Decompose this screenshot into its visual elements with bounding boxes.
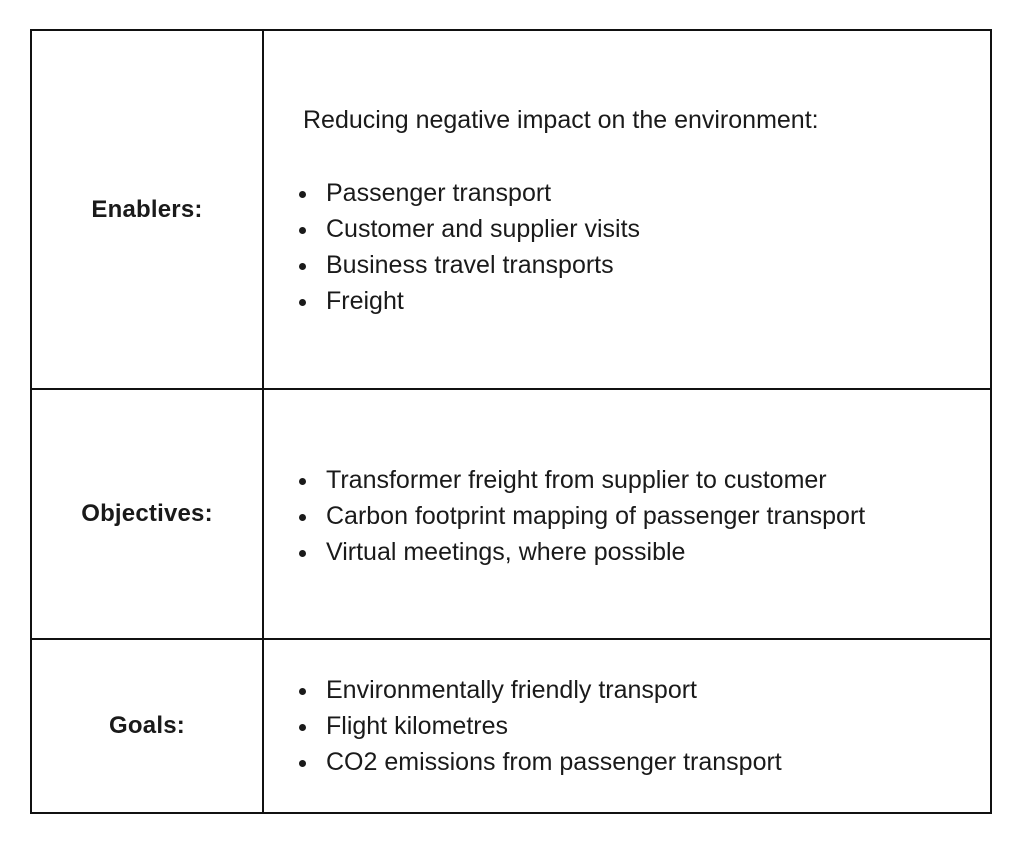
row-content-cell bbox=[264, 390, 990, 638]
goals-table bbox=[30, 29, 992, 814]
table-row-enablers bbox=[32, 31, 990, 390]
row-label-cell bbox=[32, 390, 264, 638]
row-content-cell bbox=[264, 31, 990, 388]
row-content-cell bbox=[264, 640, 990, 812]
list-item: Environmentally friendly transport bbox=[296, 672, 782, 708]
list-item: Business travel transports bbox=[296, 247, 640, 283]
list-item: Transformer freight from supplier to customer bbox=[296, 462, 865, 498]
row-label-enablers: Enablers: bbox=[91, 195, 203, 223]
table-row-goals bbox=[32, 640, 990, 812]
list-item: Virtual meetings, where possible bbox=[296, 534, 865, 570]
row-label-objectives: Objectives: bbox=[81, 500, 213, 527]
goals-list bbox=[296, 672, 782, 780]
row-label-cell bbox=[32, 31, 264, 388]
row-label-cell bbox=[32, 640, 264, 812]
list-item: Flight kilometres bbox=[296, 708, 782, 744]
list-item: Carbon footprint mapping of passenger transport bbox=[296, 498, 865, 534]
table-row-objectives bbox=[32, 390, 990, 640]
list-item: Passenger transport bbox=[296, 175, 640, 211]
enablers-list bbox=[296, 175, 640, 319]
list-item: Customer and supplier visits bbox=[296, 211, 640, 247]
list-item: Freight bbox=[296, 283, 640, 319]
enablers-intro-text: Reducing negative impact on the environment: bbox=[303, 106, 819, 134]
list-item: CO2 emissions from passenger transport bbox=[296, 744, 782, 780]
row-label-goals: Goals: bbox=[109, 712, 185, 739]
objectives-list bbox=[296, 462, 865, 570]
